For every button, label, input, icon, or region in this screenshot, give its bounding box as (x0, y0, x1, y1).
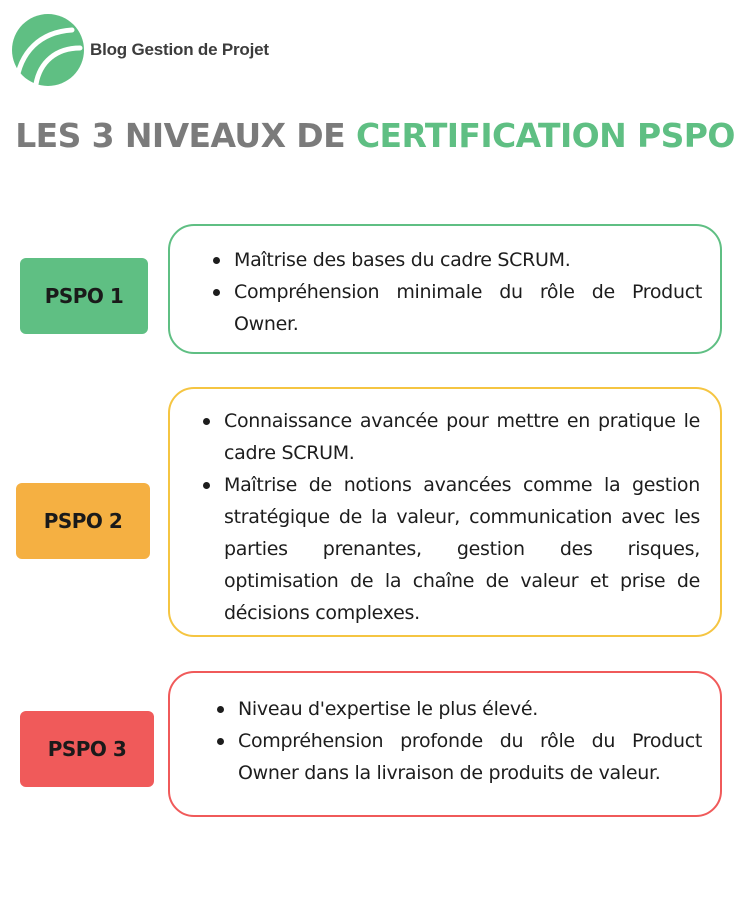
bullet-item: Niveau d'expertise le plus élevé. (208, 693, 702, 725)
bullet-item: Maîtrise des bases du cadre SCRUM. (204, 244, 702, 276)
brand[interactable] (10, 14, 269, 86)
title-part-2: CERTIFICATION PSPO (355, 116, 735, 155)
level-badge-pspo-3 (20, 711, 154, 787)
page-title (0, 116, 750, 155)
bullet-item: Maîtrise de notions avancées comme la gestion stratégique de la valeur, communication avec les parties prenantes, gestion des risques, optimisation de la chaîne de valeur et prise de décisions complexes. (194, 469, 700, 629)
bullet-list (204, 244, 702, 340)
bullet-item: Compréhension profonde du rôle du Product Owner dans la livraison de produits de valeur. (208, 725, 702, 789)
blog-logo-icon (10, 14, 86, 86)
level-badge-pspo-2 (16, 483, 150, 559)
level-card-pspo-1 (168, 224, 722, 354)
level-card-pspo-3 (168, 671, 722, 817)
bullet-item: Compréhension minimale du rôle de Product Owner. (204, 276, 702, 340)
title-part-1: LES 3 NIVEAUX DE (15, 116, 356, 155)
bullet-list (208, 693, 702, 789)
bullet-list (194, 405, 700, 629)
level-badge-label: PSPO 1 (44, 284, 124, 308)
level-badge-label: PSPO 2 (43, 509, 123, 533)
bullet-item: Connaissance avancée pour mettre en pratique le cadre SCRUM. (194, 405, 700, 469)
brand-name: Blog Gestion de Projet (90, 40, 269, 59)
level-badge-label: PSPO 3 (47, 737, 127, 761)
level-card-pspo-2 (168, 387, 722, 637)
level-badge-pspo-1 (20, 258, 148, 334)
